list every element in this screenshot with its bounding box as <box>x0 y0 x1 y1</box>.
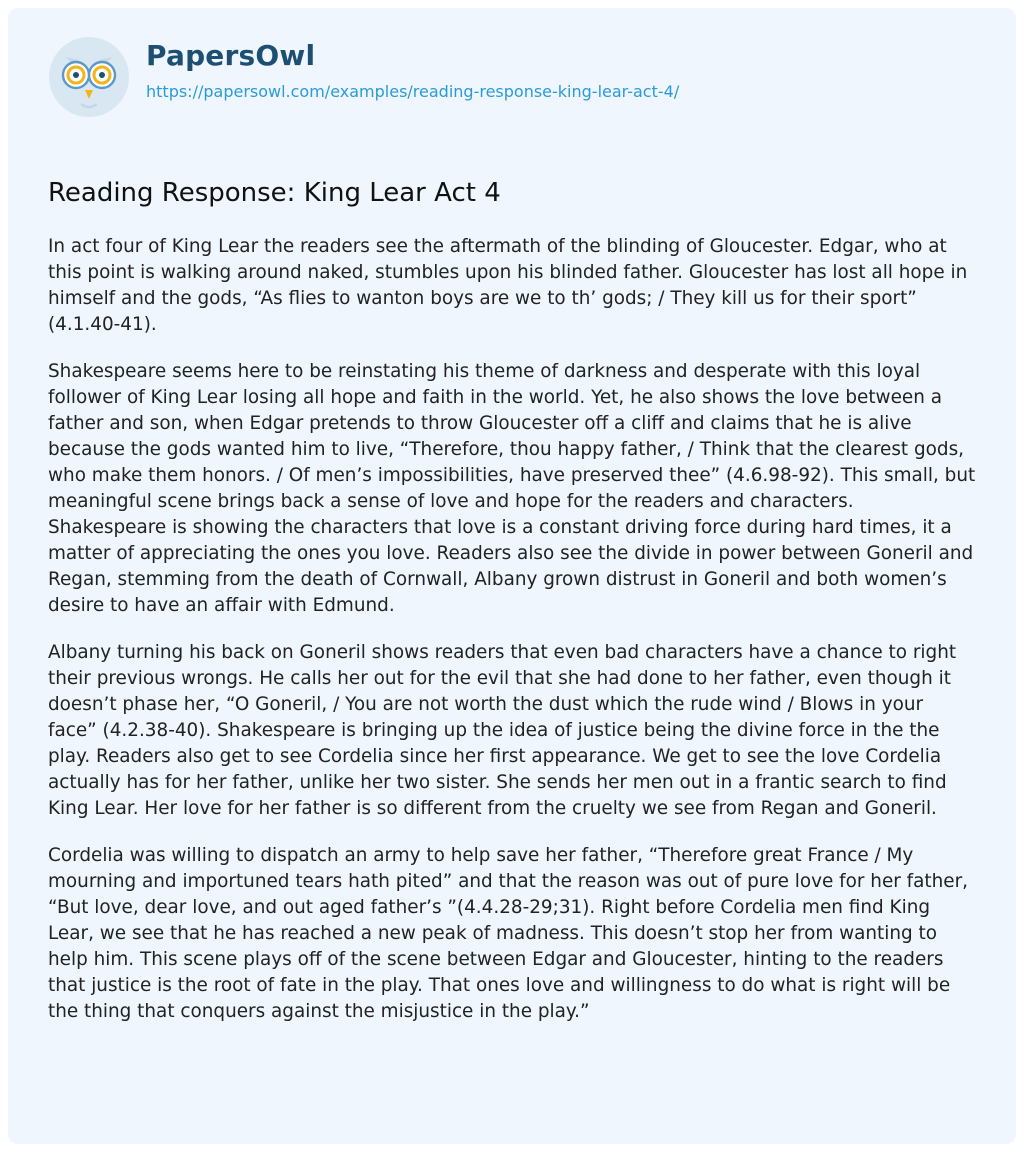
owl-logo-icon <box>48 36 130 118</box>
source-url-link[interactable]: https://papersowl.com/examples/reading-response-king-lear-act-4/ <box>146 82 680 101</box>
brand-text <box>146 34 679 102</box>
brand-header <box>48 34 976 144</box>
brand-name[interactable]: PapersOwl <box>146 39 316 72</box>
body-paragraph-4: Cordelia was willing to dispatch an army to help save her father, “Therefore great France / My mourning and importuned tears hath pited” and that the reason was out of pure love for her father, “But love, dear love, and out aged father’s ”(4.4.28-29;31). Right before Cordelia men find King Lear, we see that he has reached a new peak of madness. This doesn’t stop her from wanting to help him. This scene plays off of the scene between Edgar and Gloucester, hinting to the readers that justice is the root of fate in the play. That ones love and willingness to do what is right will be the thing that conquers against the misjustice in the play.” <box>48 845 968 1022</box>
document-card <box>8 8 1016 1144</box>
body-paragraph-1: In act four of King Lear the readers see the aftermath of the blinding of Gloucester. Edgar, who at this point is walking around naked, stumbles upon his blinded father. Gloucester has lost all hope in himself and the gods, “As flies to wanton boys are we to th’ gods; / They kill us for their sport” (4.1.40-41). <box>48 236 968 335</box>
body-paragraph-2: Shakespeare seems here to be reinstating his theme of darkness and desperate with this loyal follower of King Lear losing all hope and faith in the world. Yet, he also shows the love between a father and son, when Edgar pretends to throw Gloucester off a cliff and claims that he is alive because the gods wanted him to live, “Therefore, thou happy father, / Think that the clearest gods, who make them honors. / Of men’s impossibilities, have preserved thee” (4.6.98-92). This small, but meaningful scene brings back a sense of love and hope for the readers and characters. Shakespeare is showing the characters that love is a constant driving force during hard times, it a matter of appreciating the ones you love. Readers also see the divide in power between Goneril and Regan, stemming from the death of Cornwall, Albany grown distrust in Goneril and both women’s desire to have an affair with Edmund. <box>48 361 976 616</box>
body-paragraph-3: Albany turning his back on Goneril shows readers that even bad characters have a chance to right their previous wrongs. He calls her out for the evil that she had done to her father, even though it doesn’t phase her, “O Goneril, / You are not worth the dust which the rude wind / Blows in your face” (4.2.38-40). Shakespeare is bringing up the idea of justice being the divine force in the the play. Readers also get to see Cordelia since her first appearance. We get to see the love Cordelia actually has for her father, unlike her two sister. She sends her men out in a frantic search to find King Lear. Her love for her father is so different from the cruelty we see from Regan and Goneril. <box>48 642 957 819</box>
document-title: Reading Response: King Lear Act 4 <box>48 178 501 208</box>
